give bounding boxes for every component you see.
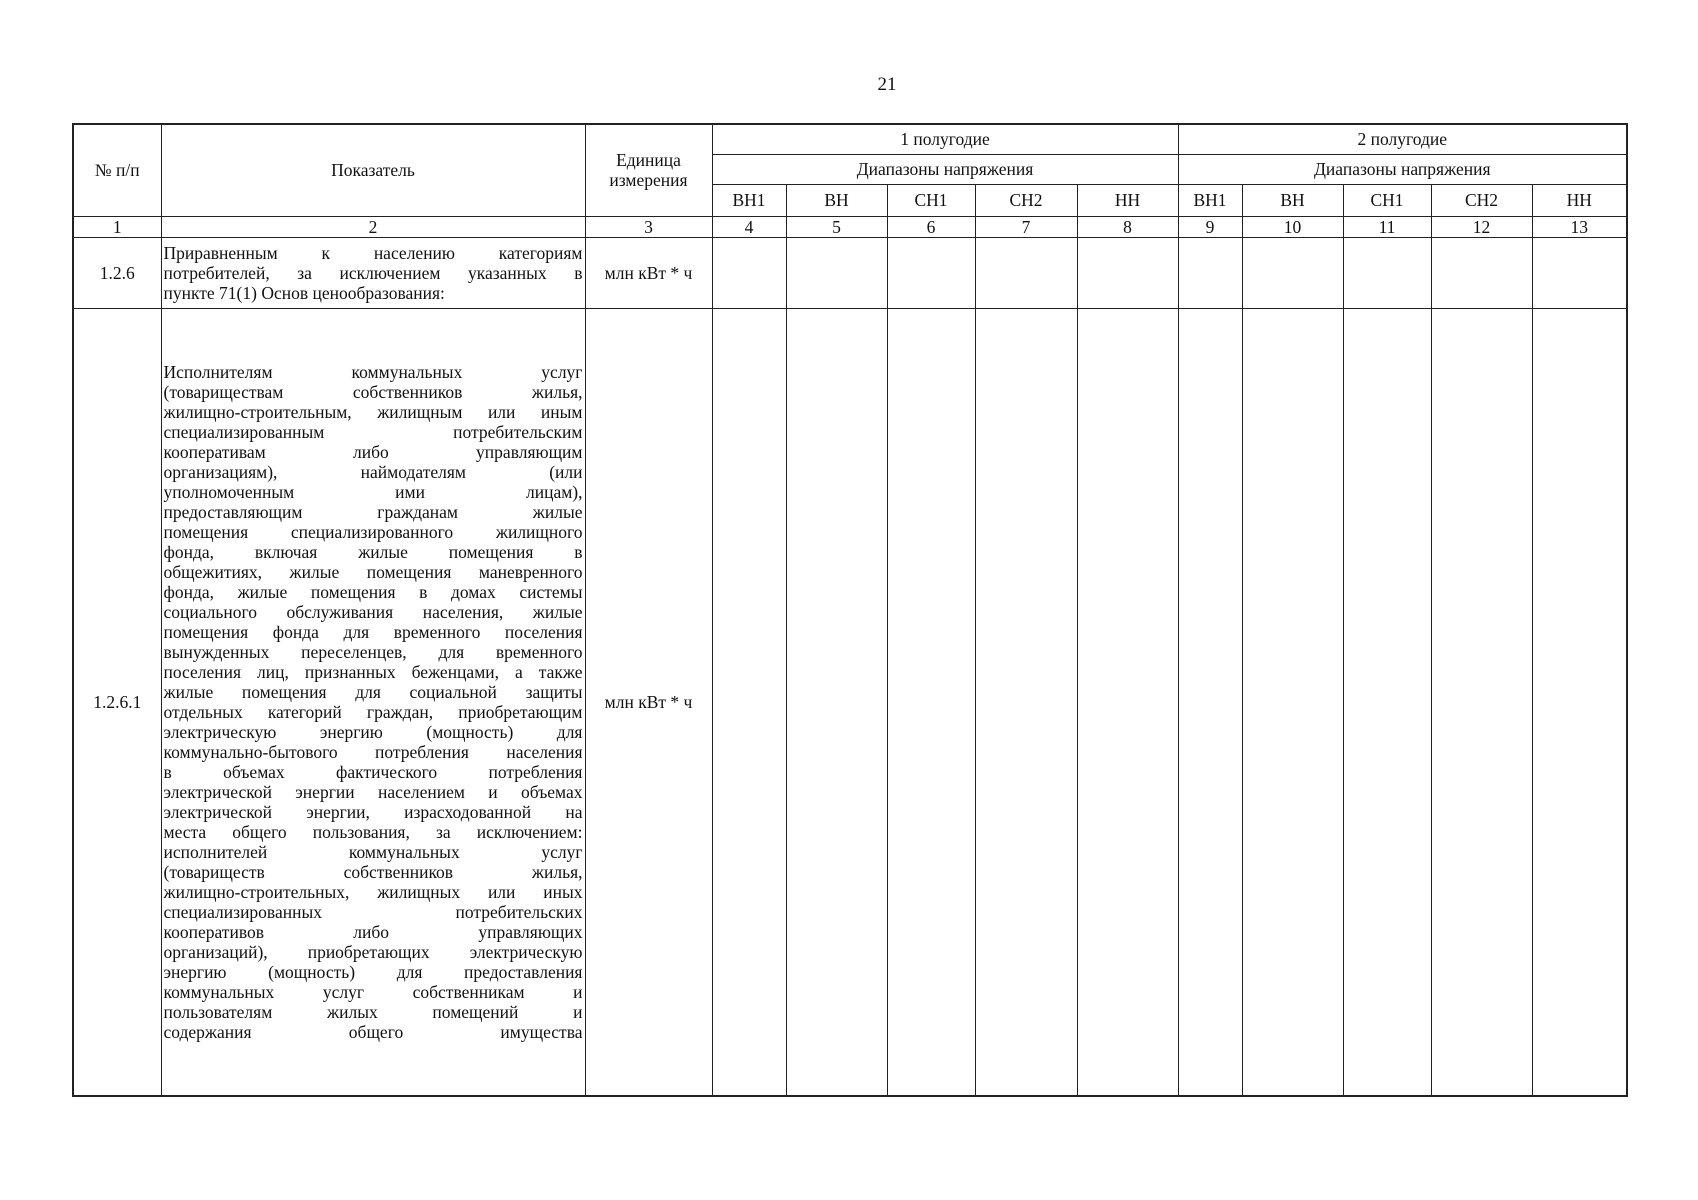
value-cell (1431, 308, 1532, 1096)
indicator-line: места общего пользования, за исключением: (163, 821, 583, 842)
indicator-line: жилищно-строительным, жилищным или иным (163, 401, 583, 422)
indicator-line: (товариществ собственников жилья, (163, 861, 583, 882)
header-level: СН1 (1343, 184, 1431, 216)
indicator-line: (товариществам собственников жилья, (163, 381, 583, 402)
header-level: НН (1077, 184, 1178, 216)
indicator-line: помещения специализированного жилищного (163, 521, 583, 542)
indicator-line: организациям), наймодателям (или (163, 461, 583, 482)
column-number: 4 (712, 216, 786, 237)
indicator-line: специализированных потребительских (163, 901, 583, 922)
row-number: 1.2.6.1 (73, 308, 161, 1096)
value-cell (1178, 237, 1242, 308)
row-unit: млн кВт * ч (585, 308, 712, 1096)
value-cell (1178, 308, 1242, 1096)
column-number: 7 (975, 216, 1077, 237)
column-number: 5 (786, 216, 887, 237)
value-cell (786, 308, 887, 1096)
indicator-line: пользователям жилых помещений и (163, 1001, 583, 1022)
header-level: НН (1532, 184, 1627, 216)
value-cell (1343, 237, 1431, 308)
header-half-2: 2 полугодие (1178, 124, 1627, 154)
indicator-line: электрической энергии, израсходованной на (163, 801, 583, 822)
header-level: СН2 (1431, 184, 1532, 216)
row-number: 1.2.6 (73, 237, 161, 308)
header-level: ВН (1242, 184, 1343, 216)
row-indicator (161, 308, 585, 1096)
row-unit: млн кВт * ч (585, 237, 712, 308)
header-level: ВН (786, 184, 887, 216)
header-half-1: 1 полугодие (712, 124, 1178, 154)
column-number: 11 (1343, 216, 1431, 237)
column-number: 2 (161, 216, 585, 237)
header-indicator: Показатель (161, 124, 585, 216)
indicator-line: кооперативам либо управляющим (163, 441, 583, 462)
value-cell (975, 308, 1077, 1096)
indicator-line: Приравненным к населению категориям (163, 242, 583, 263)
value-cell (1242, 237, 1343, 308)
value-cell (1532, 237, 1627, 308)
value-cell (887, 237, 975, 308)
row-indicator (161, 237, 585, 308)
value-cell (1242, 308, 1343, 1096)
indicator-line: коммунальных услуг собственникам и (163, 981, 583, 1002)
value-cell (1431, 237, 1532, 308)
indicator-line: коммунально-бытового потребления населения (163, 741, 583, 762)
value-cell (786, 237, 887, 308)
indicator-line: исполнителей коммунальных услуг (163, 841, 583, 862)
indicator-line: организаций), приобретающих электрическую (163, 941, 583, 962)
column-number: 3 (585, 216, 712, 237)
indicator-line: предоставляющим гражданам жилые (163, 501, 583, 522)
indicator-line: специализированным потребительским (163, 421, 583, 442)
indicator-line: Исполнителям коммунальных услуг (163, 361, 583, 382)
indicator-line: социального обслуживания населения, жилые (163, 601, 583, 622)
value-cell (712, 237, 786, 308)
value-cell (1077, 308, 1178, 1096)
column-number: 6 (887, 216, 975, 237)
indicator-line: поселения лиц, признанных беженцами, а также (163, 661, 583, 682)
header-level: ВН1 (1178, 184, 1242, 216)
header-voltage-ranges-2: Диапазоны напряжения (1178, 154, 1627, 184)
indicator-line: отдельных категорий граждан, приобретающим (163, 701, 583, 722)
column-number: 1 (73, 216, 161, 237)
indicator-line: пункте 71(1) Основ ценообразования: (163, 282, 445, 303)
value-cell (1343, 308, 1431, 1096)
value-cell (975, 237, 1077, 308)
indicator-line: содержания общего имущества (163, 1021, 583, 1042)
indicator-line: уполномоченным ими лицам), (163, 481, 583, 502)
indicator-line: вынужденных переселенцев, для временного (163, 641, 583, 662)
header-num: № п/п (73, 124, 161, 216)
table-row (73, 237, 1627, 308)
table-row (73, 308, 1627, 1096)
header-level: СН2 (975, 184, 1077, 216)
indicator-line: электрической энергии населением и объемах (163, 781, 583, 802)
header-level: СН1 (887, 184, 975, 216)
header-voltage-ranges-1: Диапазоны напряжения (712, 154, 1178, 184)
value-cell (1077, 237, 1178, 308)
value-cell (712, 308, 786, 1096)
tariff-table (72, 123, 1628, 1097)
column-number: 9 (1178, 216, 1242, 237)
indicator-line: жилищно-строительных, жилищных или иных (163, 881, 583, 902)
column-number: 13 (1532, 216, 1627, 237)
indicator-line: кооперативов либо управляющих (163, 921, 583, 942)
indicator-line: энергию (мощность) для предоставления (163, 961, 583, 982)
page-number: 21 (877, 74, 897, 95)
value-cell (1532, 308, 1627, 1096)
indicator-line: помещения фонда для временного поселения (163, 621, 583, 642)
indicator-line: потребителей, за исключением указанных в (163, 262, 583, 283)
value-cell (887, 308, 975, 1096)
indicator-line: в объемах фактического потребления (163, 761, 583, 782)
indicator-line: жилые помещения для социальной защиты (163, 681, 583, 702)
column-number: 10 (1242, 216, 1343, 237)
column-number: 8 (1077, 216, 1178, 237)
indicator-line: фонда, включая жилые помещения в (163, 541, 583, 562)
indicator-line: общежитиях, жилые помещения маневренного (163, 561, 583, 582)
indicator-line: фонда, жилые помещения в домах системы (163, 581, 583, 602)
header-level: ВН1 (712, 184, 786, 216)
column-number: 12 (1431, 216, 1532, 237)
header-unit: Единица измерения (585, 124, 712, 216)
indicator-line: электрическую энергию (мощность) для (163, 721, 583, 742)
